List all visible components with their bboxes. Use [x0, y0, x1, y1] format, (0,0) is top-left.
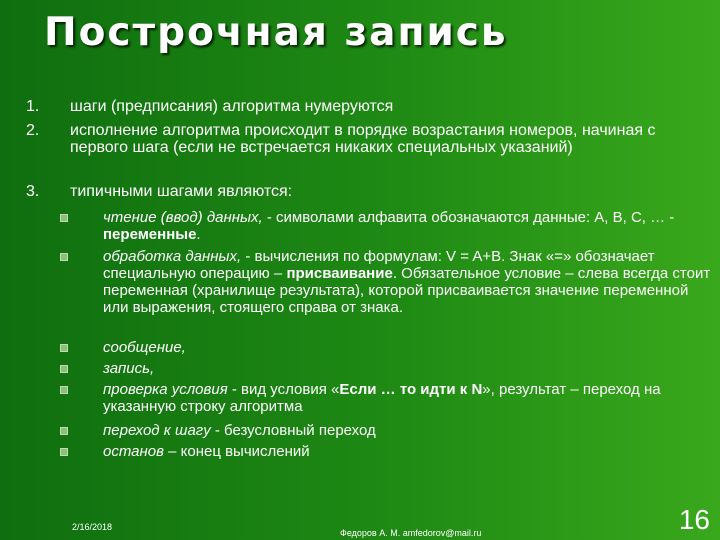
bullet-read-data-end: .	[196, 226, 201, 243]
list-number-2: 2.	[26, 122, 40, 139]
bullet-message-term: сообщение,	[103, 339, 186, 356]
bullet-stop-text: – конец вычислений	[163, 443, 310, 460]
list-item-3-text: типичными шагами являются:	[70, 183, 293, 200]
slide-title: Построчная запись	[44, 10, 508, 55]
bullet-goto-step-term: переход к шагу	[103, 422, 211, 439]
bullet-stop	[103, 443, 715, 460]
bullet-icon	[60, 214, 68, 222]
bullet-icon	[60, 344, 68, 352]
bullet-read-data-text: - символами алфавита обозначаются данные: A, B, C, … -	[262, 209, 675, 226]
footer-author: Федоров А. М. amfedorov@mail.ru	[340, 528, 482, 538]
bullet-process-data-end: . Обязательное условие – слева всегда стоит переменная (хранилище результата), которой присваивается значение переменной или выражения, стоящего справа от знака.	[103, 265, 711, 316]
bullet-icon	[60, 427, 68, 435]
bullet-read-data-term: чтение (ввод) данных,	[103, 209, 263, 226]
bullet-process-data	[103, 248, 715, 316]
bullet-icon	[60, 448, 68, 456]
list-item-1-text: шаги (предписания) алгоритма нумеруются	[70, 98, 394, 115]
bullet-goto-step-text: - безусловный переход	[210, 422, 376, 439]
bullet-message	[103, 339, 715, 356]
bullet-condition-strong: Если … то идти к N	[339, 381, 483, 398]
bullet-condition	[103, 381, 715, 415]
bullet-read-data-strong: переменные	[103, 226, 197, 243]
bullet-goto-step	[103, 422, 715, 439]
bullet-condition-term: проверка условия	[103, 381, 228, 398]
bullet-write	[103, 360, 715, 377]
page-number: 16	[678, 504, 710, 535]
bullet-icon	[60, 365, 68, 373]
list-item-2-text: исполнение алгоритма происходит в порядке возрастания номеров, начиная с первого шага (если не встречается никаких специальных указаний)	[70, 122, 656, 156]
list-number-1: 1.	[26, 98, 40, 115]
bullet-condition-text: - вид условия «	[227, 381, 340, 398]
bullet-read-data	[103, 209, 715, 243]
bullet-stop-term: останов	[103, 443, 164, 460]
bullet-condition-end: », результат – переход на указанную строку алгоритма	[103, 381, 661, 415]
footer-date: 2/16/2018	[72, 522, 113, 532]
list-number-3: 3.	[26, 183, 40, 200]
bullet-write-term: запись,	[103, 360, 155, 377]
bullet-icon	[60, 253, 68, 261]
bullet-process-data-text: - вычисления по формулам: V = A+B. Знак «=» обозначает специальную операцию –	[103, 248, 655, 282]
bullet-process-data-term: обработка данных,	[103, 248, 242, 265]
bullet-icon	[60, 386, 68, 394]
bullet-process-data-strong: присваивание	[286, 265, 393, 282]
